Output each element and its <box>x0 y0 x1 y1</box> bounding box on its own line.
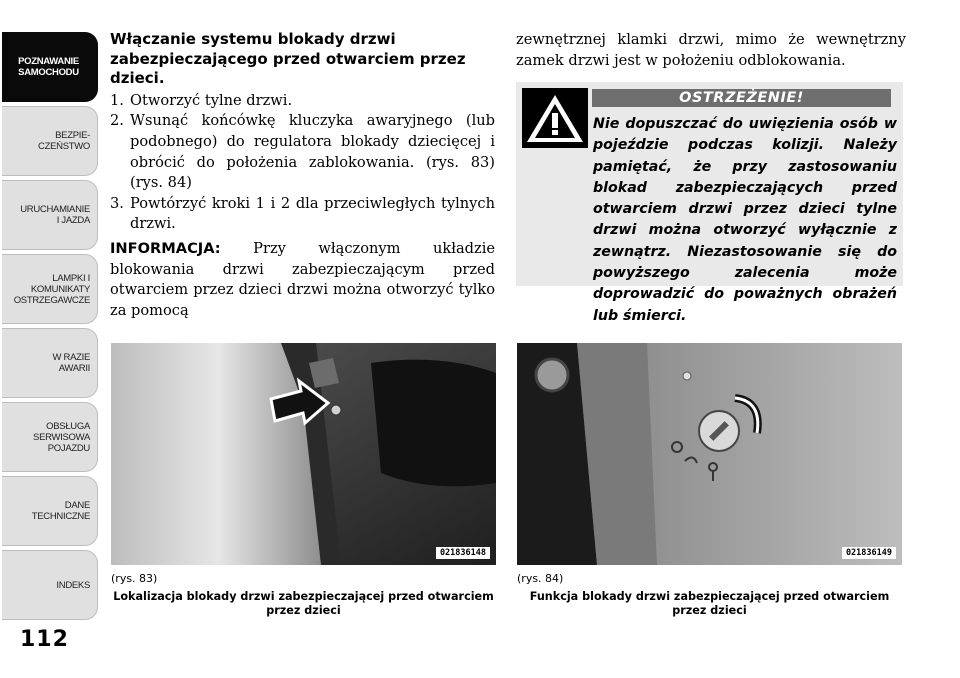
tab-label: OSTRZEGAWCZE <box>13 294 90 306</box>
tab-label: I JAZDA <box>56 215 90 226</box>
tab-label: LAMPKI I <box>52 272 90 284</box>
tab-label: OBSŁUGA <box>46 420 90 432</box>
right-column <box>516 30 906 71</box>
tab-label: CZEŃSTWO <box>38 141 90 152</box>
tab-uruchamianie-i-jazda[interactable] <box>2 180 98 250</box>
step-number: 1. <box>110 91 124 109</box>
tab-label: POJAZDU <box>47 442 90 454</box>
warning-title: OSTRZEŻENIE! <box>592 89 891 107</box>
section-heading: Włączanie systemu blokady drzwi zabezpieczającego przed otwarciem przez dzieci. <box>110 30 466 88</box>
step-text: Powtórzyć kroki 1 i 2 dla przeciwległych tylnych drzwi. <box>130 194 495 233</box>
tab-w-razie-awarii[interactable] <box>2 328 98 398</box>
page-number: 112 <box>20 627 69 652</box>
figure-reference: (rys. 84) <box>517 572 564 585</box>
tab-label: TECHNICZNE <box>31 511 90 522</box>
warning-text <box>527 114 897 327</box>
figure-83-photo <box>111 343 496 565</box>
warning-body: Nie dopuszczać do uwięzienia osób w pojeździe podczas kolizji. Należy pamiętać, że przy zastosowaniu blokad zabezpieczających przed otwarciem drzwi przez dzieci tylne drzwi można otworzyć wyłącznie z zewnątrz. Niezastosowanie się do powyższego zalecenia może doprowadzić do poważnych obrażeń lub śmierci. <box>593 116 897 324</box>
figure-caption: Lokalizacja blokady drzwi zabezpieczającej przed otwarciem przez dzieci <box>113 590 494 617</box>
continuation-text: zewnętrznej klamki drzwi, mimo że wewnętrzny zamek drzwi jest w położeniu odblokowania. <box>516 31 906 69</box>
steps-list <box>110 91 495 235</box>
figure-code: 021836149 <box>842 547 896 559</box>
tab-label: URUCHAMIANIE <box>20 204 90 215</box>
left-column <box>110 30 495 321</box>
tab-label: BEZPIE- <box>55 130 90 141</box>
figure-84-photo <box>517 343 902 565</box>
tab-label: SERWISOWA <box>33 431 90 443</box>
info-text: Przy włączonym układzie blokowania drzwi zabezpieczającym przed otwarciem przez dzieci drzwi można otworzyć tylko za pomocą <box>110 239 495 319</box>
tab-lampki-i-komunikaty[interactable] <box>2 254 98 324</box>
tab-bezpieczenstwo[interactable] <box>2 106 98 176</box>
tab-label: DANE <box>64 500 90 511</box>
tab-label: W RAZIE <box>52 352 90 363</box>
tab-label: INDEKS <box>56 579 90 591</box>
tab-label: POZNAWANIE <box>18 56 79 67</box>
list-item <box>110 91 495 112</box>
tab-indeks[interactable] <box>2 550 98 620</box>
tab-poznawanie-samochodu[interactable] <box>2 32 98 102</box>
figure-caption: Funkcja blokady drzwi zabezpieczającej przed otwarciem przez dzieci <box>529 590 890 617</box>
list-item <box>110 194 495 235</box>
info-label: INFORMACJA: <box>110 239 221 257</box>
figure-reference: (rys. 83) <box>111 572 158 585</box>
info-note <box>110 239 495 321</box>
step-text: Wsunąć końcówkę kluczyka awaryjnego (lub podobnego) do regulatora blokady dziecięcej i obrócić do położenia zablokowania. (rys. 83) (rys. 84) <box>130 112 495 192</box>
tab-dane-techniczne[interactable] <box>2 476 98 546</box>
list-item <box>110 111 495 193</box>
step-text: Otworzyć tylne drzwi. <box>130 91 293 109</box>
tab-label: KOMUNIKATY <box>30 283 90 295</box>
figure-code: 021836148 <box>436 547 490 559</box>
tab-label: AWARII <box>58 363 90 374</box>
step-number: 3. <box>110 194 124 212</box>
step-number: 2. <box>110 112 124 130</box>
tab-obsluga-serwisowa[interactable] <box>2 402 98 472</box>
tab-label: SAMOCHODU <box>18 67 79 78</box>
